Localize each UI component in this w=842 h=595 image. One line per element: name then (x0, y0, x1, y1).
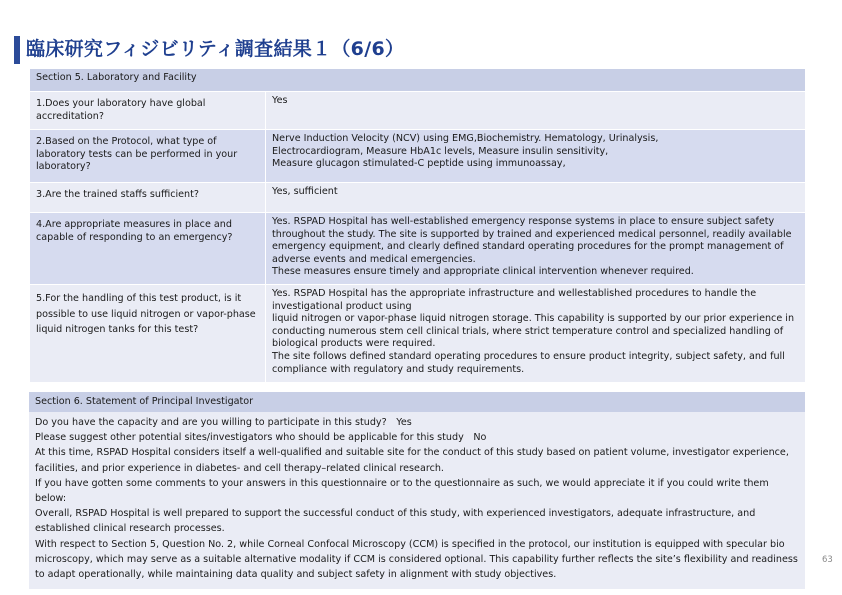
section6-title: Section 6. Statement of Principal Investigator (29, 392, 805, 412)
answer-cell: Yes (266, 92, 806, 130)
page-title: 臨床研究フィジビリティ調査結果１（6/6） (26, 38, 405, 60)
answer-cell: Nerve Induction Velocity (NCV) using EMG,Biochemistry. Hematology, Urinalysis, Electrocardiogram, Measure HbA1c levels, Measure insulin sensitivity, Measure glucagon stimulated-C peptide using immunoassay, (266, 130, 806, 183)
statement-line: If you have gotten some comments to your answers in this questionnaire or to the questionnaire as such, we would appreciate it if you could write them below: (35, 477, 769, 505)
statement-line: With respect to Section 5, Question No. 2, while Corneal Confocal Microscopy (CCM) is specified in the protocol, our institution is equipped with specular bio microscopy, which may serve as a suitable alternative modality if CCM is considered optional. This capability further reflects the site’s flexibility and readiness to adapt operationally, while maintaining data quality and subject safety in alignment with study objectives. (35, 538, 798, 581)
page-number: 63 (822, 555, 833, 565)
table-row (30, 285, 806, 383)
section6-statement (29, 412, 805, 589)
statement-line: Do you have the capacity and are you willing to participate in this study? Yes (35, 417, 412, 428)
title-accent-bar (14, 36, 20, 64)
table-row (30, 92, 806, 130)
statement-line: Overall, RSPAD Hospital is well prepared to support the successful conduct of this study, with experienced investigators, adequate infrastructure, and established clinical research processes. (35, 508, 756, 535)
answer-cell: Yes. RSPAD Hospital has well-established emergency response systems in place to ensure subject safety throughout the study. The site is supported by trained and experienced medical personnel, readily available emergency equipment, and clearly defined standard operating procedures for the prompt management of adverse events and medical emergencies. These measures ensure timely and appropriate clinical intervention whenever required. (266, 213, 806, 285)
statement-line: Please suggest other potential sites/investigators who should be applicable for this study No (35, 432, 487, 444)
question-cell: 5.For the handling of this test product, is it possible to use liquid nitrogen or vapor-phase liquid nitrogen tanks for this test? (30, 285, 266, 383)
section5-header-row (30, 69, 806, 92)
section5-title: Section 5. Laboratory and Facility (30, 69, 806, 92)
table-row (30, 183, 806, 213)
question-cell: 3.Are the trained staffs sufficient? (30, 183, 266, 213)
table-row (30, 213, 806, 285)
question-cell: 1.Does your laboratory have global accreditation? (30, 92, 266, 130)
question-cell: 4.Are appropriate measures in place and capable of responding to an emergency? (30, 213, 266, 285)
table-row (30, 130, 806, 183)
section5-table (29, 68, 806, 383)
question-cell: 2.Based on the Protocol, what type of laboratory tests can be performed in your laboratory? (30, 130, 266, 183)
statement-line: At this time, RSPAD Hospital considers itself a well-qualified and suitable site for the conduct of this study based on patient volume, investigator experience, facilities, and prior experience in diabetes- and cell therapy–related clinical research. (35, 447, 789, 474)
answer-cell: Yes. RSPAD Hospital has the appropriate infrastructure and wellestablished procedures to handle the investigational product using liquid nitrogen or vapor-phase liquid nitrogen storage. This capability is supported by our prior experience in conducting numerous stem cell clinical trials, where strict temperature control and specialized handling of biological products were required. The site follows defined standard operating procedures to ensure product integrity, subject safety, and full compliance with regulatory and study requirements. (266, 285, 806, 383)
answer-cell: Yes, sufficient (266, 183, 806, 213)
